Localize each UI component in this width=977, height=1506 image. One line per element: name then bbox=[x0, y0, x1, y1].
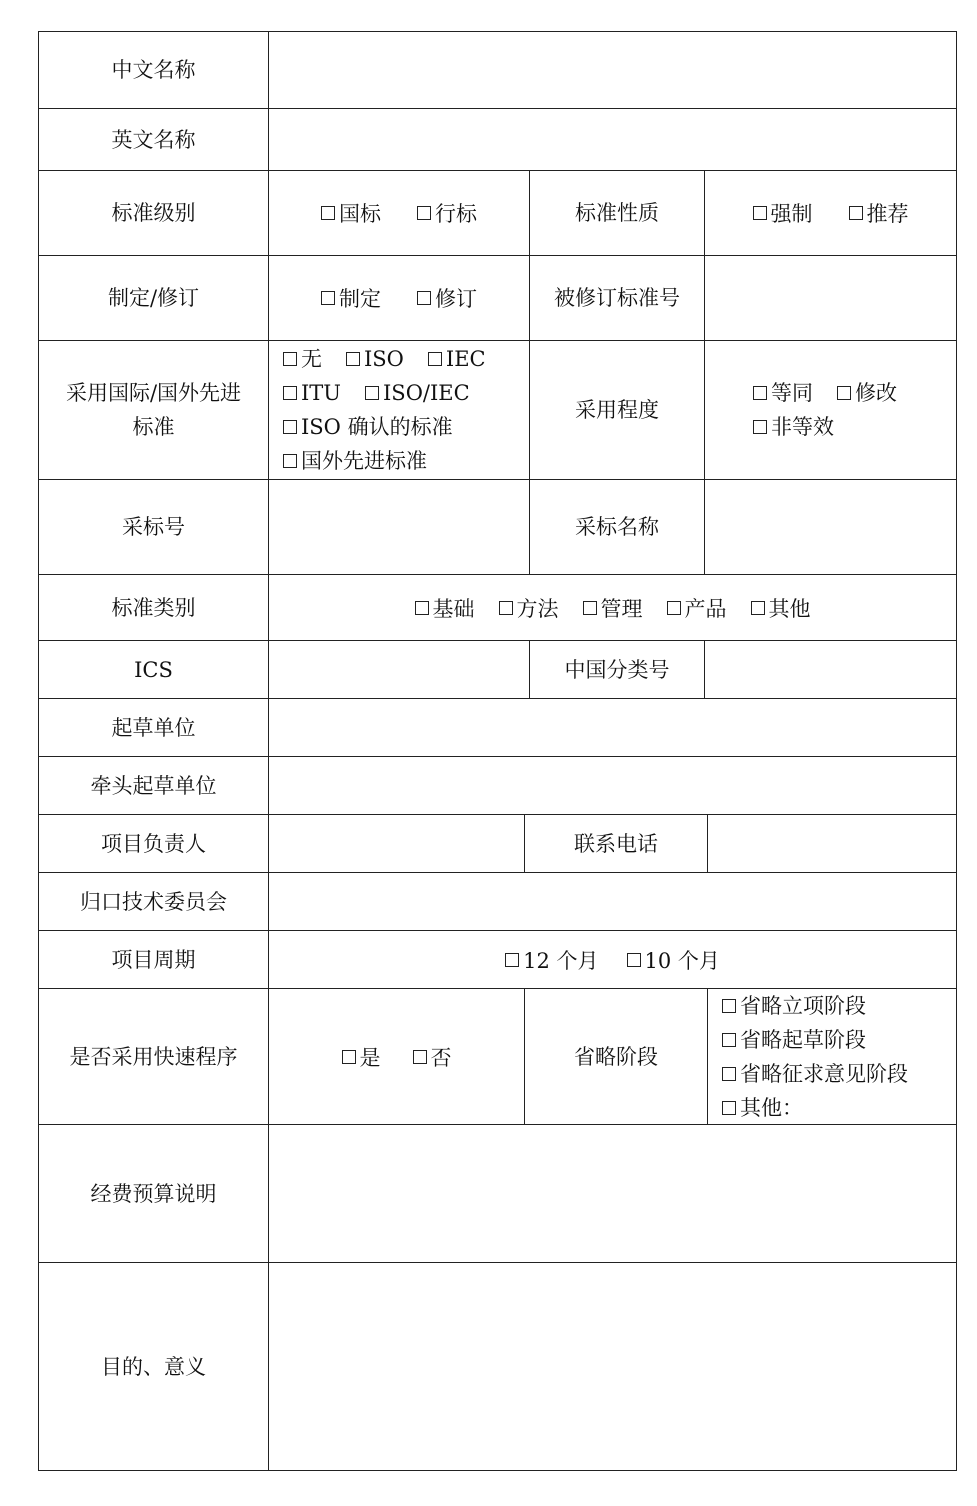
field-standard-category bbox=[268, 574, 957, 641]
option-identical[interactable]: 等同 bbox=[753, 376, 813, 410]
option-management[interactable]: 管理 bbox=[583, 593, 643, 623]
label-drafting-unit: 起草单位 bbox=[38, 698, 269, 757]
label-revised-standard-no: 被修订标准号 bbox=[529, 255, 705, 341]
label-cn-class-no: 中国分类号 bbox=[529, 640, 705, 699]
checkbox-icon[interactable] bbox=[849, 206, 863, 220]
label-standard-nature: 标准性质 bbox=[529, 170, 705, 256]
checkbox-icon[interactable] bbox=[722, 1067, 736, 1081]
option-omit-drafting[interactable]: 省略起草阶段 bbox=[722, 1023, 956, 1057]
field-standard-level bbox=[268, 170, 530, 256]
adopt-options-row-4 bbox=[283, 444, 529, 478]
label-budget: 经费预算说明 bbox=[38, 1124, 269, 1263]
checkbox-icon[interactable] bbox=[753, 420, 767, 434]
field-chinese-name[interactable] bbox=[268, 31, 957, 109]
field-omitted-stage bbox=[707, 988, 957, 1125]
checkbox-icon[interactable] bbox=[499, 601, 513, 615]
adopt-options-row-2 bbox=[283, 376, 529, 410]
checkbox-icon[interactable] bbox=[753, 206, 767, 220]
label-adopt-international: 采用国际/国外先进 标准 bbox=[38, 340, 269, 480]
option-iec[interactable]: IEC bbox=[428, 342, 486, 376]
field-budget[interactable] bbox=[268, 1124, 957, 1263]
field-adopt-degree bbox=[704, 340, 957, 480]
option-national-standard[interactable]: 国标 bbox=[321, 198, 381, 228]
adopt-options-row-3 bbox=[283, 410, 529, 444]
label-ics: ICS bbox=[38, 640, 269, 699]
option-itu[interactable]: ITU bbox=[283, 376, 341, 410]
checkbox-icon[interactable] bbox=[321, 206, 335, 220]
option-10-months[interactable]: 10 个月 bbox=[627, 945, 720, 975]
field-standard-nature bbox=[704, 170, 957, 256]
checkbox-icon[interactable] bbox=[417, 291, 431, 305]
checkbox-icon[interactable] bbox=[283, 454, 297, 468]
checkbox-icon[interactable] bbox=[667, 601, 681, 615]
option-other[interactable]: 其他 bbox=[751, 593, 811, 623]
field-tech-committee[interactable] bbox=[268, 872, 957, 931]
field-cn-class-no[interactable] bbox=[704, 640, 957, 699]
checkbox-icon[interactable] bbox=[837, 386, 851, 400]
label-omitted-stage: 省略阶段 bbox=[524, 988, 708, 1125]
checkbox-icon[interactable] bbox=[428, 352, 442, 366]
label-standard-category: 标准类别 bbox=[38, 574, 269, 641]
field-project-period bbox=[268, 930, 957, 989]
checkbox-icon[interactable] bbox=[413, 1050, 427, 1064]
checkbox-icon[interactable] bbox=[583, 601, 597, 615]
checkbox-icon[interactable] bbox=[505, 953, 519, 967]
checkbox-icon[interactable] bbox=[722, 999, 736, 1013]
checkbox-icon[interactable] bbox=[283, 352, 297, 366]
label-standard-level: 标准级别 bbox=[38, 170, 269, 256]
checkbox-icon[interactable] bbox=[722, 1033, 736, 1047]
label-tech-committee: 归口技术委员会 bbox=[38, 872, 269, 931]
option-omit-initiation[interactable]: 省略立项阶段 bbox=[722, 989, 956, 1023]
label-english-name: 英文名称 bbox=[38, 108, 269, 171]
checkbox-icon[interactable] bbox=[417, 206, 431, 220]
option-yes[interactable]: 是 bbox=[342, 1042, 381, 1072]
option-industry-standard[interactable]: 行标 bbox=[417, 198, 477, 228]
degree-options-row-1 bbox=[753, 376, 956, 410]
label-chinese-name: 中文名称 bbox=[38, 31, 269, 109]
label-project-leader: 项目负责人 bbox=[38, 814, 269, 873]
option-no[interactable]: 否 bbox=[413, 1042, 452, 1072]
option-iso-iec[interactable]: ISO/IEC bbox=[365, 376, 470, 410]
checkbox-icon[interactable] bbox=[365, 386, 379, 400]
field-ics[interactable] bbox=[268, 640, 530, 699]
field-project-leader[interactable] bbox=[268, 814, 525, 873]
field-adopt-international bbox=[268, 340, 530, 480]
degree-options-row-2 bbox=[753, 410, 956, 444]
field-lead-drafting-unit[interactable] bbox=[268, 756, 957, 815]
field-fast-track bbox=[268, 988, 525, 1125]
field-drafting-unit[interactable] bbox=[268, 698, 957, 757]
label-project-period: 项目周期 bbox=[38, 930, 269, 989]
label-lead-drafting-unit: 牵头起草单位 bbox=[38, 756, 269, 815]
checkbox-icon[interactable] bbox=[346, 352, 360, 366]
option-none[interactable]: 无 bbox=[283, 342, 322, 376]
adopt-options-row-1 bbox=[283, 342, 529, 376]
label-adopted-standard-no: 采标号 bbox=[38, 479, 269, 575]
label-contact-phone: 联系电话 bbox=[524, 814, 708, 873]
option-product[interactable]: 产品 bbox=[667, 593, 727, 623]
option-iso-confirmed[interactable]: ISO 确认的标准 bbox=[283, 410, 453, 444]
checkbox-icon[interactable] bbox=[415, 601, 429, 615]
option-basic[interactable]: 基础 bbox=[415, 593, 475, 623]
option-mandatory[interactable]: 强制 bbox=[753, 198, 813, 228]
checkbox-icon[interactable] bbox=[722, 1101, 736, 1115]
field-contact-phone[interactable] bbox=[707, 814, 957, 873]
option-revise[interactable]: 修订 bbox=[417, 283, 477, 313]
checkbox-icon[interactable] bbox=[283, 420, 297, 434]
label-fast-track: 是否采用快速程序 bbox=[38, 988, 269, 1125]
option-foreign-advanced[interactable]: 国外先进标准 bbox=[283, 444, 427, 478]
checkbox-icon[interactable] bbox=[753, 386, 767, 400]
field-purpose[interactable] bbox=[268, 1262, 957, 1471]
option-iso[interactable]: ISO bbox=[346, 342, 404, 376]
option-omit-comment[interactable]: 省略征求意见阶段 bbox=[722, 1057, 956, 1091]
checkbox-icon[interactable] bbox=[627, 953, 641, 967]
label-adopted-standard-name: 采标名称 bbox=[529, 479, 705, 575]
option-12-months[interactable]: 12 个月 bbox=[505, 945, 598, 975]
field-adopted-standard-name[interactable] bbox=[704, 479, 957, 575]
option-omit-other[interactable]: 其他： bbox=[722, 1091, 956, 1125]
option-non-equivalent[interactable]: 非等效 bbox=[753, 410, 834, 444]
checkbox-icon[interactable] bbox=[751, 601, 765, 615]
field-english-name[interactable] bbox=[268, 108, 957, 171]
label-adopt-degree: 采用程度 bbox=[529, 340, 705, 480]
field-make-revise bbox=[268, 255, 530, 341]
option-method[interactable]: 方法 bbox=[499, 593, 559, 623]
checkbox-icon[interactable] bbox=[321, 291, 335, 305]
label-make-revise: 制定/修订 bbox=[38, 255, 269, 341]
label-purpose: 目的、意义 bbox=[38, 1262, 269, 1471]
field-adopted-standard-no[interactable] bbox=[268, 479, 530, 575]
option-modified[interactable]: 修改 bbox=[837, 376, 897, 410]
option-make[interactable]: 制定 bbox=[321, 283, 381, 313]
checkbox-icon[interactable] bbox=[283, 386, 297, 400]
field-revised-standard-no[interactable] bbox=[704, 255, 957, 341]
option-recommended[interactable]: 推荐 bbox=[849, 198, 909, 228]
checkbox-icon[interactable] bbox=[342, 1050, 356, 1064]
